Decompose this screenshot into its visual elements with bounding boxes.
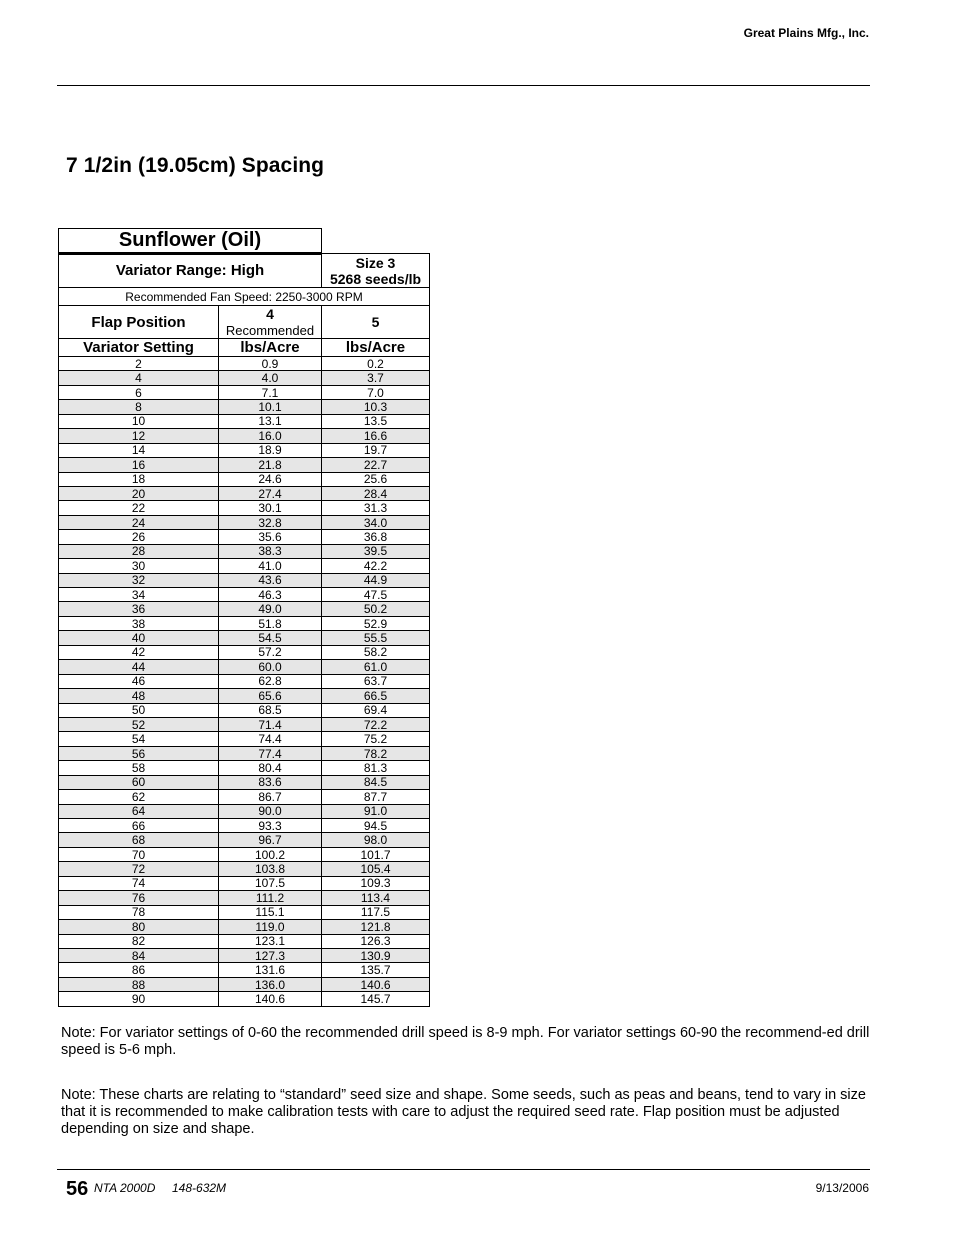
cell-rate-flap-b: 94.5 — [322, 819, 430, 833]
table-row — [59, 775, 430, 789]
table-row — [59, 602, 430, 616]
cell-rate-flap-a: 54.5 — [219, 631, 322, 645]
cell-rate-flap-a: 86.7 — [219, 790, 322, 804]
cell-variator-setting: 44 — [59, 660, 219, 674]
cell-variator-setting: 88 — [59, 977, 219, 991]
table-row — [59, 717, 430, 731]
fan-speed-row — [59, 288, 430, 306]
cell-rate-flap-b: 47.5 — [322, 588, 430, 602]
cell-rate-flap-b: 87.7 — [322, 790, 430, 804]
cell-variator-setting: 90 — [59, 992, 219, 1006]
seed-count: 5268 seeds/lb — [329, 270, 422, 287]
flap-position-row — [59, 306, 430, 339]
col-variator-setting: Variator Setting — [59, 339, 219, 357]
cell-rate-flap-b: 36.8 — [322, 530, 430, 544]
table-row — [59, 891, 430, 905]
cell-variator-setting: 60 — [59, 775, 219, 789]
cell-variator-setting: 24 — [59, 515, 219, 529]
table-row — [59, 761, 430, 775]
cell-variator-setting: 10 — [59, 414, 219, 428]
cell-rate-flap-b: 117.5 — [322, 905, 430, 919]
table-row — [59, 486, 430, 500]
cell-rate-flap-a: 60.0 — [219, 660, 322, 674]
section-title: 7 1/2in (19.05cm) Spacing — [66, 154, 325, 177]
cell-variator-setting: 72 — [59, 862, 219, 876]
cell-variator-setting: 12 — [59, 429, 219, 443]
cell-variator-setting: 64 — [59, 804, 219, 818]
cell-rate-flap-a: 65.6 — [219, 689, 322, 703]
cell-rate-flap-b: 130.9 — [322, 948, 430, 962]
cell-variator-setting: 86 — [59, 963, 219, 977]
cell-variator-setting: 52 — [59, 717, 219, 731]
table-row — [59, 674, 430, 688]
cell-variator-setting: 82 — [59, 934, 219, 948]
cell-variator-setting: 54 — [59, 732, 219, 746]
cell-rate-flap-b: 3.7 — [322, 371, 430, 385]
table-body — [59, 357, 430, 1007]
table-row — [59, 963, 430, 977]
column-header-row — [59, 339, 430, 357]
table-row — [59, 443, 430, 457]
cell-rate-flap-a: 96.7 — [219, 833, 322, 847]
cell-variator-setting: 58 — [59, 761, 219, 775]
table-row — [59, 905, 430, 919]
cell-rate-flap-b: 13.5 — [322, 414, 430, 428]
cell-variator-setting: 80 — [59, 920, 219, 934]
table-row — [59, 544, 430, 558]
cell-rate-flap-a: 32.8 — [219, 515, 322, 529]
cell-rate-flap-b: 52.9 — [322, 616, 430, 630]
cell-rate-flap-b: 58.2 — [322, 645, 430, 659]
crop-title: Sunflower (Oil) — [58, 228, 322, 255]
table-row — [59, 400, 430, 414]
cell-variator-setting: 62 — [59, 790, 219, 804]
table-row — [59, 559, 430, 573]
cell-rate-flap-a: 93.3 — [219, 819, 322, 833]
cell-rate-flap-b: 109.3 — [322, 876, 430, 890]
part-number: 148-632M — [172, 1181, 227, 1195]
cell-rate-flap-a: 41.0 — [219, 559, 322, 573]
cell-rate-flap-b: 31.3 — [322, 501, 430, 515]
cell-rate-flap-a: 119.0 — [219, 920, 322, 934]
cell-variator-setting: 84 — [59, 948, 219, 962]
cell-rate-flap-b: 7.0 — [322, 385, 430, 399]
cell-rate-flap-a: 0.9 — [219, 357, 322, 371]
note-drill-speed: Note: For variator settings of 0-60 the recommended drill speed is 8-9 mph. For variator settings 60-90 the recommend-ed drill speed is 5-6 mph. — [61, 1025, 870, 1058]
cell-rate-flap-b: 101.7 — [322, 847, 430, 861]
table-row — [59, 573, 430, 587]
cell-rate-flap-a: 43.6 — [219, 573, 322, 587]
footer-date: 9/13/2006 — [815, 1181, 869, 1195]
table-row — [59, 804, 430, 818]
cell-rate-flap-a: 90.0 — [219, 804, 322, 818]
cell-variator-setting: 32 — [59, 573, 219, 587]
cell-rate-flap-a: 131.6 — [219, 963, 322, 977]
cell-rate-flap-a: 49.0 — [219, 602, 322, 616]
table-row — [59, 819, 430, 833]
table-row — [59, 472, 430, 486]
table-row — [59, 790, 430, 804]
flap-position-b: 5 — [322, 306, 430, 339]
cell-rate-flap-b: 121.8 — [322, 920, 430, 934]
cell-rate-flap-b: 84.5 — [322, 775, 430, 789]
cell-variator-setting: 2 — [59, 357, 219, 371]
cell-variator-setting: 70 — [59, 847, 219, 861]
cell-rate-flap-b: 28.4 — [322, 486, 430, 500]
cell-variator-setting: 18 — [59, 472, 219, 486]
cell-variator-setting: 66 — [59, 819, 219, 833]
cell-rate-flap-a: 13.1 — [219, 414, 322, 428]
header-rule — [57, 85, 870, 86]
cell-rate-flap-b: 44.9 — [322, 573, 430, 587]
cell-rate-flap-b: 98.0 — [322, 833, 430, 847]
cell-rate-flap-a: 35.6 — [219, 530, 322, 544]
company-name: Great Plains Mfg., Inc. — [743, 26, 869, 40]
table-row — [59, 862, 430, 876]
cell-rate-flap-a: 57.2 — [219, 645, 322, 659]
cell-rate-flap-a: 51.8 — [219, 616, 322, 630]
table-row — [59, 689, 430, 703]
cell-rate-flap-a: 62.8 — [219, 674, 322, 688]
cell-rate-flap-a: 27.4 — [219, 486, 322, 500]
cell-variator-setting: 20 — [59, 486, 219, 500]
seed-size-class: Size 3 — [355, 254, 396, 271]
cell-rate-flap-b: 91.0 — [322, 804, 430, 818]
cell-variator-setting: 74 — [59, 876, 219, 890]
footer-rule — [57, 1169, 870, 1170]
table-row — [59, 515, 430, 529]
fan-speed: Recommended Fan Speed: 2250-3000 RPM — [59, 288, 430, 306]
cell-variator-setting: 68 — [59, 833, 219, 847]
cell-rate-flap-a: 103.8 — [219, 862, 322, 876]
note-seed-size: Note: These charts are relating to “standard” seed size and shape. Some seeds, such as peas and beans, tend to vary in size that it is recommended to make calibration tests with care to adjust the required seed rate. Flap position must be adjusted depending on size and shape. — [61, 1087, 866, 1137]
cell-rate-flap-b: 25.6 — [322, 472, 430, 486]
cell-rate-flap-b: 78.2 — [322, 746, 430, 760]
table-row — [59, 616, 430, 630]
table-row — [59, 920, 430, 934]
cell-rate-flap-a: 111.2 — [219, 891, 322, 905]
cell-variator-setting: 42 — [59, 645, 219, 659]
cell-variator-setting: 48 — [59, 689, 219, 703]
flap-position-a — [219, 306, 322, 339]
table-row — [59, 588, 430, 602]
table-row — [59, 934, 430, 948]
cell-rate-flap-a: 10.1 — [219, 400, 322, 414]
cell-rate-flap-a: 16.0 — [219, 429, 322, 443]
table-row — [59, 732, 430, 746]
cell-variator-setting: 78 — [59, 905, 219, 919]
table-row — [59, 645, 430, 659]
cell-rate-flap-a: 100.2 — [219, 847, 322, 861]
cell-rate-flap-b: 145.7 — [322, 992, 430, 1006]
table-row — [59, 977, 430, 991]
table-row — [59, 385, 430, 399]
cell-rate-flap-b: 42.2 — [322, 559, 430, 573]
cell-rate-flap-b: 75.2 — [322, 732, 430, 746]
cell-variator-setting: 8 — [59, 400, 219, 414]
page-number: 56 — [66, 1178, 89, 1200]
table-row — [59, 631, 430, 645]
table-row — [59, 414, 430, 428]
cell-rate-flap-b: 50.2 — [322, 602, 430, 616]
cell-variator-setting: 50 — [59, 703, 219, 717]
cell-variator-setting: 22 — [59, 501, 219, 515]
cell-rate-flap-b: 69.4 — [322, 703, 430, 717]
table-row — [59, 703, 430, 717]
cell-rate-flap-a: 123.1 — [219, 934, 322, 948]
table-row — [59, 530, 430, 544]
cell-variator-setting: 4 — [59, 371, 219, 385]
cell-rate-flap-b: 22.7 — [322, 458, 430, 472]
cell-rate-flap-b: 126.3 — [322, 934, 430, 948]
cell-rate-flap-a: 127.3 — [219, 948, 322, 962]
table-row — [59, 501, 430, 515]
cell-rate-flap-a: 80.4 — [219, 761, 322, 775]
table-row — [59, 948, 430, 962]
cell-rate-flap-a: 24.6 — [219, 472, 322, 486]
cell-variator-setting: 14 — [59, 443, 219, 457]
cell-rate-flap-b: 16.6 — [322, 429, 430, 443]
table-row — [59, 746, 430, 760]
cell-rate-flap-a: 74.4 — [219, 732, 322, 746]
cell-rate-flap-a: 68.5 — [219, 703, 322, 717]
cell-rate-flap-b: 61.0 — [322, 660, 430, 674]
table-row — [59, 847, 430, 861]
cell-rate-flap-a: 18.9 — [219, 443, 322, 457]
seed-rate-table — [58, 253, 430, 1007]
cell-variator-setting: 6 — [59, 385, 219, 399]
cell-rate-flap-a: 136.0 — [219, 977, 322, 991]
cell-rate-flap-b: 72.2 — [322, 717, 430, 731]
cell-rate-flap-a: 115.1 — [219, 905, 322, 919]
cell-rate-flap-b: 10.3 — [322, 400, 430, 414]
cell-rate-flap-a: 38.3 — [219, 544, 322, 558]
cell-rate-flap-a: 140.6 — [219, 992, 322, 1006]
cell-variator-setting: 30 — [59, 559, 219, 573]
cell-rate-flap-a: 83.6 — [219, 775, 322, 789]
cell-variator-setting: 26 — [59, 530, 219, 544]
col-b-units: lbs/Acre — [322, 339, 430, 357]
table-row — [59, 371, 430, 385]
cell-variator-setting: 56 — [59, 746, 219, 760]
cell-rate-flap-b: 0.2 — [322, 357, 430, 371]
col-a-units: lbs/Acre — [219, 339, 322, 357]
table-row — [59, 458, 430, 472]
cell-rate-flap-a: 46.3 — [219, 588, 322, 602]
cell-rate-flap-b: 55.5 — [322, 631, 430, 645]
flap-a-value: 4 — [266, 306, 274, 322]
flap-a-note: Recommended — [225, 323, 315, 338]
table-row — [59, 833, 430, 847]
cell-rate-flap-a: 107.5 — [219, 876, 322, 890]
table-header-range — [59, 254, 430, 288]
cell-rate-flap-a: 30.1 — [219, 501, 322, 515]
cell-rate-flap-b: 105.4 — [322, 862, 430, 876]
cell-rate-flap-a: 21.8 — [219, 458, 322, 472]
cell-rate-flap-a: 71.4 — [219, 717, 322, 731]
table-row — [59, 357, 430, 371]
cell-rate-flap-b: 81.3 — [322, 761, 430, 775]
cell-rate-flap-b: 63.7 — [322, 674, 430, 688]
cell-variator-setting: 34 — [59, 588, 219, 602]
cell-rate-flap-b: 140.6 — [322, 977, 430, 991]
cell-rate-flap-b: 135.7 — [322, 963, 430, 977]
cell-variator-setting: 28 — [59, 544, 219, 558]
cell-rate-flap-a: 7.1 — [219, 385, 322, 399]
cell-variator-setting: 46 — [59, 674, 219, 688]
cell-variator-setting: 38 — [59, 616, 219, 630]
table-row — [59, 660, 430, 674]
cell-variator-setting: 16 — [59, 458, 219, 472]
seed-size — [322, 254, 430, 288]
cell-rate-flap-a: 4.0 — [219, 371, 322, 385]
cell-variator-setting: 76 — [59, 891, 219, 905]
cell-rate-flap-a: 77.4 — [219, 746, 322, 760]
cell-rate-flap-b: 19.7 — [322, 443, 430, 457]
cell-rate-flap-b: 113.4 — [322, 891, 430, 905]
variator-range: Variator Range: High — [59, 254, 322, 288]
cell-variator-setting: 40 — [59, 631, 219, 645]
doc-name: NTA 2000D — [94, 1181, 156, 1195]
cell-rate-flap-b: 34.0 — [322, 515, 430, 529]
flap-position-label: Flap Position — [59, 306, 219, 339]
cell-rate-flap-b: 39.5 — [322, 544, 430, 558]
table-row — [59, 992, 430, 1006]
table-row — [59, 429, 430, 443]
cell-variator-setting: 36 — [59, 602, 219, 616]
cell-rate-flap-b: 66.5 — [322, 689, 430, 703]
table-row — [59, 876, 430, 890]
